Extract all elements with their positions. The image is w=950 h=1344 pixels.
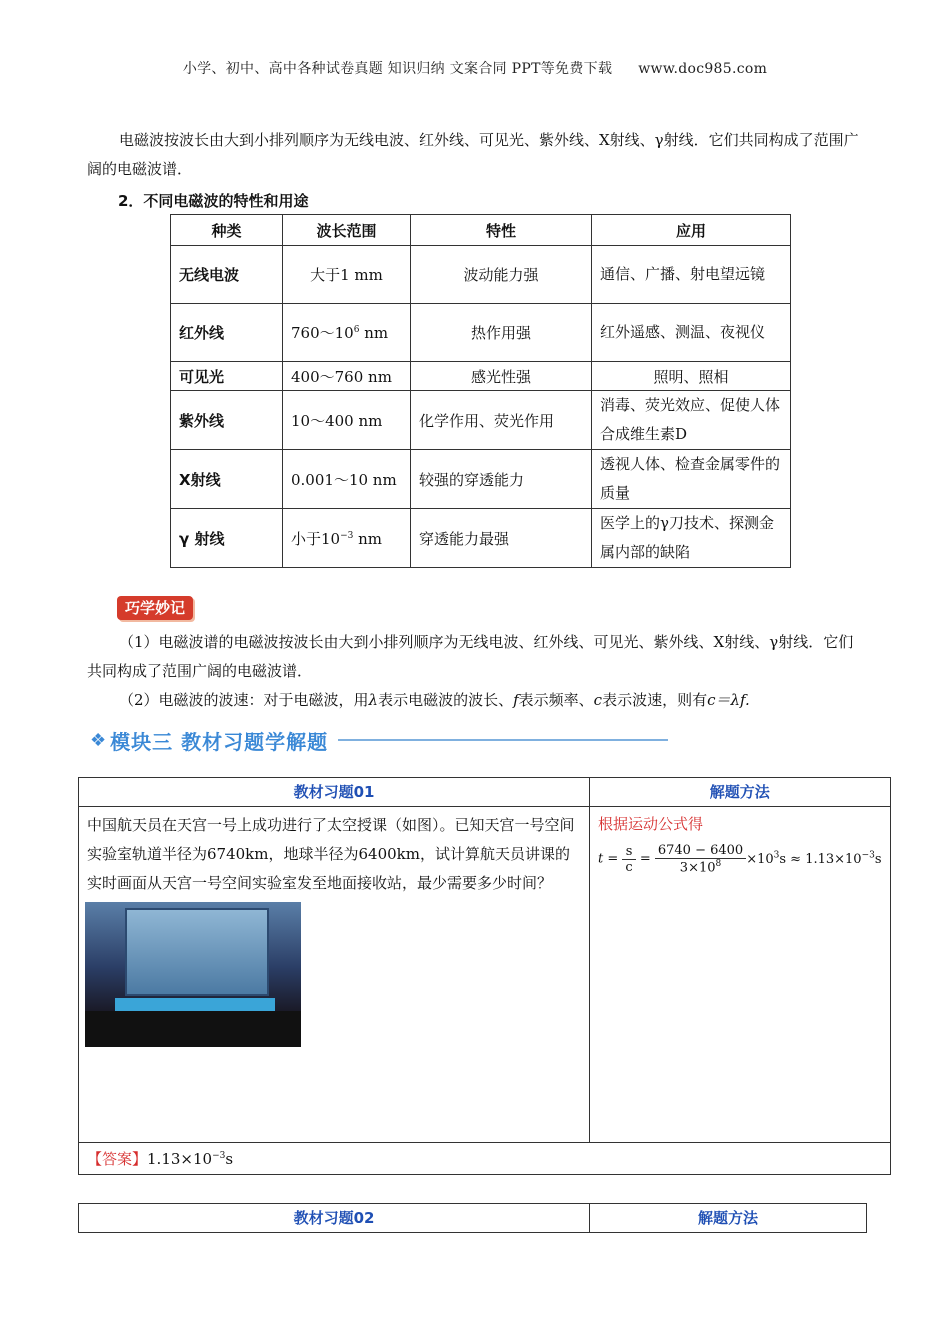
cell-range [283,509,411,568]
table-header-row [171,215,791,246]
table-row [171,450,791,509]
cell-feature: 波动能力强 [411,246,592,304]
range-unit: nm [353,529,383,548]
tip-paragraph-2 [87,686,867,715]
cell-kind: 红外线 [171,304,283,362]
answer-exponent: −3 [212,1151,226,1161]
tip2-mid1: 表示电磁波的波长、 [378,691,514,709]
den-exponent: 8 [715,859,722,869]
cell-use: 通信、广播、射电望远镜 [592,246,791,304]
cell-range: 0.001～10 nm [283,450,411,509]
tip-badge: 巧学妙记 [117,596,193,620]
mult-unit: s [779,851,787,867]
header-url: www.doc985.com [638,61,768,77]
answer-label: 【答案】 [87,1150,148,1168]
result-unit: s [874,851,882,867]
method-cell [590,807,891,1143]
section-title: 2．不同电磁波的特性和用途 [118,192,309,210]
tip2-mid2: 表示频率、 [518,691,594,709]
fraction-distance [655,843,746,875]
lambda-symbol: λ [368,691,379,709]
range-base: 760～10 [291,324,354,342]
result-exponent: −3 [861,850,875,861]
f-symbol: f [513,691,519,709]
frac-num: s [622,844,635,860]
result-base: ≈ 1.13×10 [790,851,862,867]
method-title: 解题方法 [590,778,891,807]
range-exponent: 6 [353,325,360,335]
cell-use: 照明、照相 [592,362,791,391]
cell-kind: X射线 [171,450,283,509]
table-row [171,391,791,450]
page-header [0,58,950,78]
answer-row [79,1143,891,1175]
tip2-prefix: （2）电磁波的波速：对于电磁波，用 [119,691,369,709]
cell-kind: 紫外线 [171,391,283,450]
answer-unit: s [225,1150,234,1168]
tip-paragraph-1: （1）电磁波谱的电磁波按波长由大到小排列顺序为无线电波、红外线、可见光、紫外线、X射线、γ射线．它们共同构成了范围广阔的电磁波谱． [87,633,854,680]
question-cell [79,807,590,1143]
cell-feature: 感光性强 [411,362,592,391]
method-title: 解题方法 [590,1204,867,1233]
header-left-text: 小学、初中、高中各种试卷真题 知识归纳 文案合同 PPT等免费下载 [182,61,613,77]
cell-use: 红外遥感、测温、夜视仪 [592,304,791,362]
frac-den [655,859,746,875]
mult-exponent: 3 [773,850,780,861]
cell-range [283,304,411,362]
table-row [171,246,791,304]
exercise-body-row [79,807,891,1143]
range-exponent: −3 [340,530,354,541]
cell-feature: 穿透能力最强 [411,509,592,568]
question-text: 中国航天员在天宫一号上成功进行了太空授课（如图）。已知天宫一号空间实验室轨道半径为6740km，地球半径为6400km，试计算航天员讲课的实时画面从天宫一号空间实验室发至地面接收站，最少需要多少时间？ [87,816,575,892]
col-header-kind: 种类 [171,215,283,246]
exercise-header-row [79,1204,867,1233]
answer-base: 1.13×10 [147,1150,213,1168]
cell-use: 透视人体、检查金属零件的质量 [592,450,791,509]
cell-kind: 可见光 [171,362,283,391]
cell-range: 大于1 mm [283,246,411,304]
em-wave-table [170,214,791,568]
table-row [171,509,791,568]
range-base: 小于10 [291,529,341,548]
photo-audience [85,1011,301,1047]
table-row [171,304,791,362]
table-row [171,362,791,391]
col-header-feature: 特性 [411,215,592,246]
formula-multiplier [746,852,881,867]
exercise-header-row [79,778,891,807]
cell-kind: γ 射线 [171,509,283,568]
col-header-range: 波长范围 [283,215,411,246]
den-base: 3×10 [679,860,716,876]
cell-range: 10～400 nm [283,391,411,450]
answer-cell [79,1143,891,1175]
wave-speed-formula: c＝λf. [707,691,750,709]
exercise-01-table [78,777,891,1175]
frac-den: c [625,859,633,875]
space-class-photo [85,902,301,1047]
intro-paragraph: 电磁波按波长由大到小排列顺序为无线电波、红外线、可见光、紫外线、X射线、γ射线．它们共同构成了范围广阔的电磁波谱． [87,131,859,178]
cell-use: 医学上的γ刀技术、探测金属内部的缺陷 [592,509,791,568]
range-unit: nm [359,324,389,342]
photo-stage [115,998,275,1012]
exercise-02-table [78,1203,867,1233]
method-text: 根据运动公式得 [598,815,704,833]
photo-screen [125,908,269,996]
module-title: 模块三 教材习题学解题 [110,729,329,754]
module-divider [338,739,668,741]
cell-kind: 无线电波 [171,246,283,304]
formula-lhs: t [598,851,604,867]
cell-feature: 较强的穿透能力 [411,450,592,509]
cell-feature: 化学作用、荧光作用 [411,391,592,450]
exercise-title: 教材习题02 [79,1204,590,1233]
cell-feature: 热作用强 [411,304,592,362]
double-diamond-icon: ❖ [90,729,107,751]
cell-range: 400～760 nm [283,362,411,391]
exercise-title: 教材习题01 [79,778,590,807]
tip2-mid3: 表示波速，则有 [602,691,708,709]
module-heading [90,726,668,754]
c-symbol: c [593,691,603,709]
cell-use: 消毒、荧光效应、促使人体合成维生素D [592,391,791,450]
fraction-s-over-c [622,844,635,875]
mult-base: ×10 [746,851,774,867]
col-header-use: 应用 [592,215,791,246]
frac-num: 6740 − 6400 [655,843,746,859]
solution-formula: t = $\frac{s}{c}$ = $\frac{6740 - 6400}{3\times 10^8}$ $\times 10^3s \approx 1.13\times 10^{-3}s$ [598,843,882,876]
